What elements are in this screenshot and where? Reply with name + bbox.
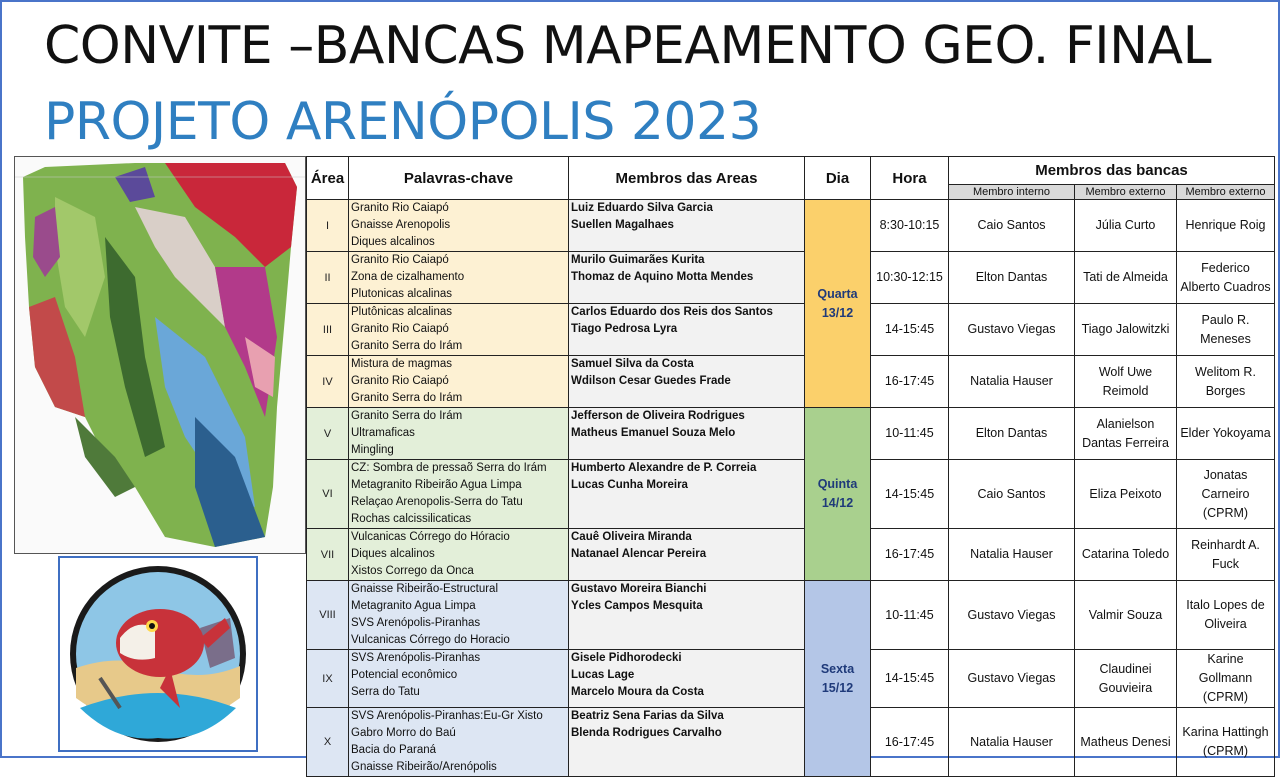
cell-line: (CPRM)	[1202, 690, 1249, 704]
table-row	[307, 252, 1275, 304]
area-cell: IX	[307, 650, 349, 708]
keywords-cell	[349, 408, 569, 460]
time-cell: 16-17:45	[871, 529, 949, 581]
internal-member-cell	[949, 708, 1075, 777]
cell-line: Reinhardt A.	[1191, 537, 1260, 552]
day-name: Quinta	[817, 477, 858, 491]
header-banca: Membros das bancas	[949, 157, 1275, 185]
header-keywords: Palavras-chave	[349, 157, 569, 200]
cell-line: Lucas Cunha Moreira	[571, 479, 688, 491]
internal-member-cell	[949, 650, 1075, 708]
cell-line: Tati de Almeida	[1083, 270, 1168, 284]
external2-member-cell	[1177, 708, 1275, 777]
table-row	[307, 708, 1275, 777]
cell-line: Valmir Souza	[1088, 607, 1163, 622]
members-cell	[569, 460, 805, 529]
cell-line: Henrique Roig	[1185, 218, 1266, 232]
cell-line: Alberto Cuadros	[1180, 279, 1271, 294]
cell-line: Meneses	[1200, 331, 1251, 346]
table-row	[307, 356, 1275, 408]
project-logo	[58, 556, 258, 752]
cell-line: Xistos Corrego da Onca	[351, 565, 474, 577]
keywords-cell	[349, 304, 569, 356]
cell-line: Gouvieira	[1098, 680, 1153, 695]
cell-line: Karina Hattingh	[1182, 725, 1269, 739]
cell-line: Granito Rio Caiapó	[351, 375, 449, 387]
cell-line: Elton Dantas	[975, 426, 1048, 440]
external1-member-cell	[1075, 304, 1177, 356]
external1-member-cell	[1075, 708, 1177, 777]
cell-line: Matheus Emanuel Souza Melo	[571, 427, 736, 439]
members-cell	[569, 529, 805, 581]
external2-member-cell	[1177, 304, 1275, 356]
keywords-cell	[349, 356, 569, 408]
cell-line: Tiago Jalowitzki	[1081, 322, 1170, 336]
cell-line: Federico	[1201, 260, 1250, 275]
cell-line: Tiago Pedrosa Lyra	[571, 323, 678, 335]
internal-member-cell	[949, 460, 1075, 529]
members-cell	[569, 650, 805, 708]
external1-member-cell	[1075, 529, 1177, 581]
cell-line: Matheus Denesi	[1080, 734, 1171, 749]
cell-line: Vulcanicas Córrego do Hóracio	[351, 531, 510, 543]
cell-line: Dantas Ferreira	[1082, 435, 1169, 450]
cell-line: (CPRM)	[1202, 744, 1249, 758]
table-row	[307, 650, 1275, 708]
cell-line: Mistura de magmas	[351, 358, 452, 370]
time-cell: 14-15:45	[871, 304, 949, 356]
header-external-2: Membro externo	[1177, 185, 1275, 200]
cell-line: Metagranito Agua Limpa	[351, 600, 476, 612]
time-cell: 10-11:45	[871, 408, 949, 460]
external2-member-cell	[1177, 200, 1275, 252]
cell-line: Metagranito Ribeirão Agua Limpa	[351, 479, 522, 491]
table-row	[307, 408, 1275, 460]
area-cell: II	[307, 252, 349, 304]
cell-line: Gollmann	[1198, 671, 1253, 685]
members-cell	[569, 581, 805, 650]
cell-line: Eliza Peixoto	[1089, 486, 1162, 501]
external1-member-cell	[1075, 408, 1177, 460]
cell-line: Caio Santos	[977, 218, 1046, 232]
cell-line: Elder Yokoyama	[1180, 426, 1271, 440]
time-cell: 16-17:45	[871, 356, 949, 408]
area-cell: VIII	[307, 581, 349, 650]
internal-member-cell	[949, 356, 1075, 408]
cell-line: Serra do Tatu	[351, 686, 420, 698]
cell-line: Marcelo Moura da Costa	[571, 686, 704, 698]
cell-line: Ycles Campos Mesquita	[571, 600, 703, 612]
cell-line: Wolf Uwe	[1098, 364, 1153, 379]
day-date: 14/12	[821, 496, 854, 510]
keywords-cell	[349, 529, 569, 581]
cell-line: Diques alcalinos	[351, 236, 435, 248]
cell-line: Granito Serra do Irám	[351, 392, 463, 404]
cell-line: Granito Serra do Irám	[351, 410, 463, 422]
area-cell: IV	[307, 356, 349, 408]
external1-member-cell	[1075, 650, 1177, 708]
cell-line: Bacia do Paraná	[351, 744, 437, 756]
table-row	[307, 304, 1275, 356]
time-cell: 14-15:45	[871, 650, 949, 708]
area-cell: VII	[307, 529, 349, 581]
cell-line: Beatriz Sena Farias da Silva	[571, 710, 724, 722]
internal-member-cell	[949, 408, 1075, 460]
cell-line: Caio Santos	[977, 486, 1046, 501]
cell-line: Humberto Alexandre de P. Correia	[571, 462, 757, 474]
day-name: Sexta	[820, 661, 855, 676]
cell-line: Diques alcalinos	[351, 548, 435, 560]
cell-line: Granito Serra do Irám	[351, 340, 463, 352]
cell-line: Granito Rio Caiapó	[351, 323, 449, 335]
members-cell	[569, 252, 805, 304]
cell-line: Welitom R.	[1195, 364, 1256, 379]
cell-line: Samuel Silva da Costa	[571, 358, 694, 370]
external1-member-cell	[1075, 200, 1177, 252]
time-cell: 14-15:45	[871, 460, 949, 529]
area-cell: III	[307, 304, 349, 356]
members-cell	[569, 708, 805, 777]
cell-line: Plutônicas alcalinas	[351, 306, 453, 318]
cell-line: Gustavo Viegas	[967, 322, 1056, 336]
cell-line: SVS Arenópolis-Piranhas	[351, 617, 481, 629]
title-line-2: PROJETO ARENÓPOLIS 2023	[44, 92, 762, 152]
time-cell: 10-11:45	[871, 581, 949, 650]
cell-line: Wdilson Cesar Guedes Frade	[571, 375, 731, 387]
header-time: Hora	[871, 157, 949, 200]
members-cell	[569, 408, 805, 460]
cell-line: Plutonicas alcalinas	[351, 288, 453, 300]
cell-line: Carneiro	[1201, 486, 1250, 501]
cell-line: Jonatas	[1203, 467, 1248, 482]
cell-line: Gnaisse Arenopolis	[351, 219, 451, 231]
keywords-cell	[349, 708, 569, 777]
cell-line: Vulcanicas Córrego do Horacio	[351, 634, 510, 646]
cell-line: Zona de cizalhamento	[351, 271, 465, 283]
internal-member-cell	[949, 581, 1075, 650]
cell-line: Claudinei	[1099, 661, 1152, 676]
header-internal: Membro interno	[949, 185, 1075, 200]
day-cell	[805, 408, 871, 581]
cell-line: Jefferson de Oliveira Rodrigues	[571, 410, 745, 422]
table-row	[307, 460, 1275, 529]
area-cell: I	[307, 200, 349, 252]
cell-line: Karine	[1207, 652, 1244, 666]
cell-line: SVS Arenópolis-Piranhas	[351, 652, 481, 664]
cell-line: Natanael Alencar Pereira	[571, 548, 707, 560]
external2-member-cell	[1177, 650, 1275, 708]
cell-line: Suellen Magalhaes	[571, 219, 674, 231]
external2-member-cell	[1177, 581, 1275, 650]
cell-line: CZ: Sombra de pressaõ Serra do Irám	[351, 462, 547, 474]
cell-line: Elton Dantas	[975, 270, 1048, 284]
internal-member-cell	[949, 529, 1075, 581]
cell-line: Júlia Curto	[1095, 218, 1156, 232]
external2-member-cell	[1177, 408, 1275, 460]
cell-line: Oliveira	[1204, 617, 1247, 631]
cell-line: Gabro Morro do Baú	[351, 727, 456, 739]
day-date: 15/12	[821, 680, 854, 695]
cell-line: Natalia Hauser	[970, 374, 1053, 388]
cell-line: Gnaisse Ribeirão/Arenópolis	[351, 761, 497, 773]
header-members: Membros das Areas	[569, 157, 805, 200]
cell-line: Ultramaficas	[351, 427, 415, 439]
cell-line: Blenda Rodrigues Carvalho	[571, 727, 722, 739]
cell-line: Catarina Toledo	[1081, 547, 1170, 561]
internal-member-cell	[949, 200, 1075, 252]
keywords-cell	[349, 581, 569, 650]
members-cell	[569, 200, 805, 252]
external2-member-cell	[1177, 356, 1275, 408]
cell-line: Gisele Pidhorodecki	[571, 652, 682, 664]
external2-member-cell	[1177, 529, 1275, 581]
external1-member-cell	[1075, 356, 1177, 408]
day-cell	[805, 581, 871, 777]
cell-line: Rochas calcissilicaticas	[351, 513, 472, 525]
cell-line: Gustavo Moreira Bianchi	[571, 583, 707, 595]
external1-member-cell	[1075, 252, 1177, 304]
cell-line: Gustavo Viegas	[967, 671, 1056, 685]
cell-line: Italo Lopes de	[1186, 598, 1265, 612]
cell-line: Reimold	[1102, 383, 1149, 398]
time-cell: 10:30-12:15	[871, 252, 949, 304]
internal-member-cell	[949, 252, 1075, 304]
time-cell: 8:30-10:15	[871, 200, 949, 252]
area-cell: X	[307, 708, 349, 777]
keywords-cell	[349, 460, 569, 529]
cell-line: Alanielson	[1096, 416, 1155, 431]
keywords-cell	[349, 252, 569, 304]
internal-member-cell	[949, 304, 1075, 356]
cell-line: Lucas Lage	[571, 669, 635, 681]
header-day: Dia	[805, 157, 871, 200]
external2-member-cell	[1177, 460, 1275, 529]
cell-line: Carlos Eduardo dos Reis dos Santos	[571, 306, 773, 318]
cell-line: Murilo Guimarães Kurita	[571, 254, 705, 266]
table-row	[307, 581, 1275, 650]
time-cell: 16-17:45	[871, 708, 949, 777]
day-date: 13/12	[821, 305, 854, 320]
cell-line: Gustavo Viegas	[967, 607, 1056, 622]
external2-member-cell	[1177, 252, 1275, 304]
members-cell	[569, 356, 805, 408]
table-row	[307, 200, 1275, 252]
cell-line: Gnaisse Ribeirão-Estructural	[351, 583, 499, 595]
external1-member-cell	[1075, 460, 1177, 529]
area-cell: VI	[307, 460, 349, 529]
cell-line: Cauê Oliveira Miranda	[571, 531, 692, 543]
cell-line: SVS Arenópolis-Piranhas:Eu-Gr Xisto	[351, 710, 543, 722]
keywords-cell	[349, 650, 569, 708]
cell-line: (CPRM)	[1202, 505, 1249, 520]
header-area: Área	[307, 157, 349, 200]
cell-line: Luiz Eduardo Silva Garcia	[571, 202, 713, 214]
cell-line: Granito Rio Caiapó	[351, 254, 449, 266]
cell-line: Fuck	[1211, 556, 1240, 571]
day-cell	[805, 200, 871, 408]
cell-line: Natalia Hauser	[970, 547, 1053, 561]
area-cell: V	[307, 408, 349, 460]
title-line-1: CONVITE –BANCAS MAPEAMENTO GEO. FINAL	[44, 16, 1212, 76]
day-name: Quarta	[817, 286, 858, 301]
schedule-table	[306, 156, 1275, 777]
keywords-cell	[349, 200, 569, 252]
cell-line: Natalia Hauser	[970, 734, 1053, 749]
cell-line: Thomaz de Aquino Motta Mendes	[571, 271, 754, 283]
table-row	[307, 529, 1275, 581]
cell-line: Borges	[1205, 383, 1246, 398]
external1-member-cell	[1075, 581, 1177, 650]
members-cell	[569, 304, 805, 356]
cell-line: Relaçao Arenopolis-Serra do Tatu	[351, 496, 523, 508]
cell-line: Mingling	[351, 444, 394, 456]
header-external-1: Membro externo	[1075, 185, 1177, 200]
cell-line: Potencial econômico	[351, 669, 458, 681]
geologic-map-image	[14, 156, 306, 554]
cell-line: Granito Rio Caiapó	[351, 202, 449, 214]
cell-line: Paulo R.	[1201, 312, 1250, 327]
